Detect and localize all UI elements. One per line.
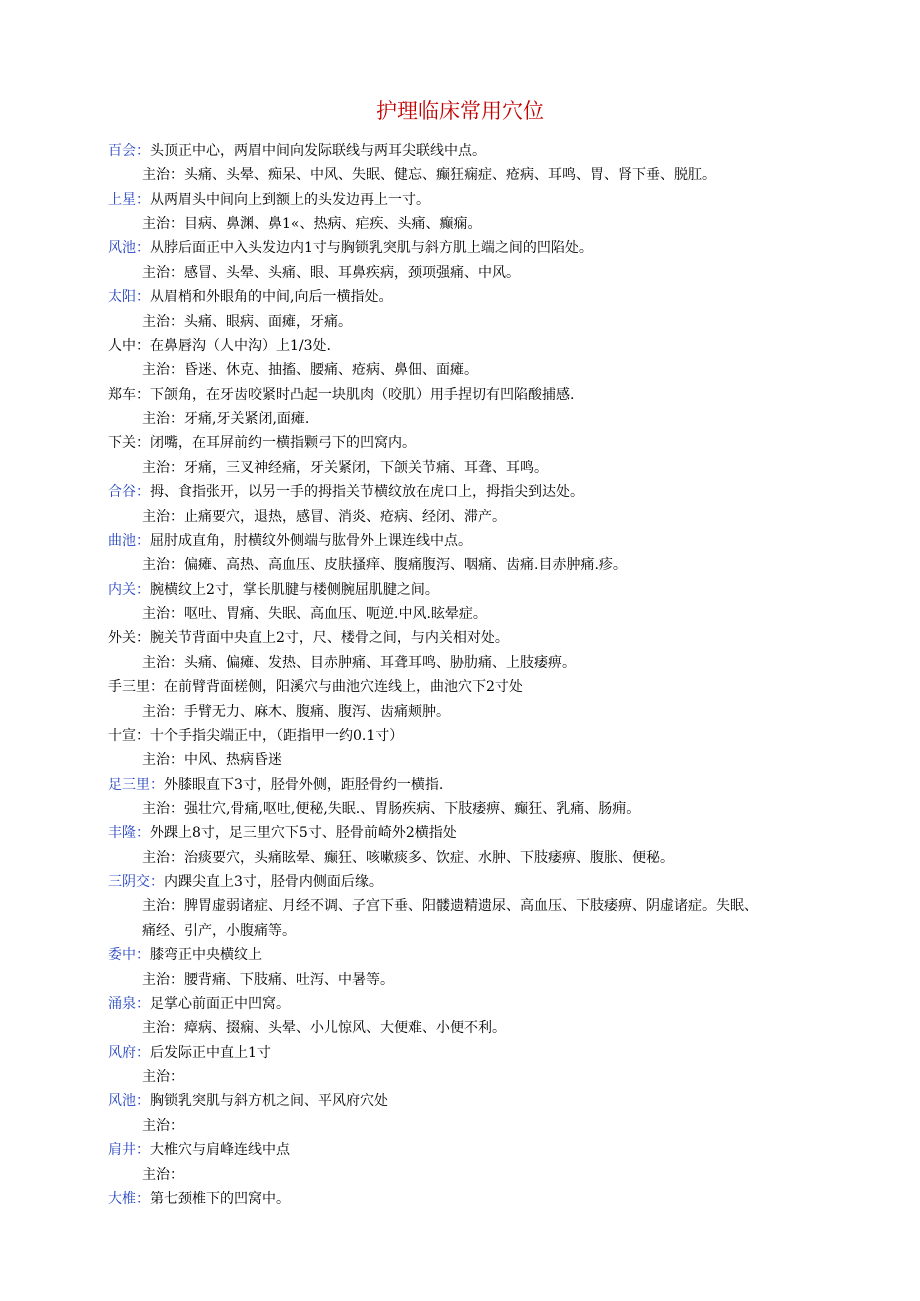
acupoint-location-line [108,945,262,965]
acupoint-location: 后发际正中直上1寸 [150,1045,271,1061]
indication-text: 强壮穴,骨痛,呕吐,便秘,失眠.、胃肠疾病、下肢痿痹、癫狂、乳痛、肠痈。 [184,801,641,817]
indication-line [142,970,394,990]
colon: ： [136,289,150,305]
acupoint-name: 郑车 [108,387,136,403]
indication-line [142,604,487,624]
colon: ： [136,825,150,841]
indication-line [142,360,478,380]
indication-line [142,263,520,283]
acupoint-location: 头顶正中心，两眉中间向发际联线与两耳尖联线中点。 [150,143,486,159]
acupoint-name: 曲池 [108,533,136,549]
colon: ： [136,484,150,500]
indication-text: 手臂无力、麻木、腹痛、腹泻、齿痛颊肿。 [184,704,450,720]
colon: ： [136,947,150,963]
indication-label: 主治： [142,216,184,232]
colon: ： [136,533,150,549]
indication-continuation-line [142,921,296,941]
indication-text: 腰背痛、下肢痛、吐泻、中暑等。 [184,972,394,988]
indication-line [142,214,481,234]
acupoint-name: 十宣 [108,728,136,744]
acupoint-location-line [108,775,443,795]
acupoint-name: 丰隆 [108,825,136,841]
acupoint-location-line [108,994,290,1014]
indication-label: 主治： [142,362,184,378]
indication-text: 头痛、眼病、面瘫，牙痛。 [184,314,352,330]
indication-line [142,799,640,819]
indication-text: 头痛、头晕、痴呆、中风、失眠、健忘、癫狂痫症、疮病、耳鸣、胃、肾下垂、脱肛。 [184,167,716,183]
indication-line [142,750,282,770]
colon: ： [136,582,150,598]
acupoint-location: 腕横纹上2寸，掌长肌腱与楼侧腕屈肌腱之间。 [150,582,439,598]
acupoint-name: 太阳 [108,289,136,305]
acupoint-name: 风府 [108,1045,136,1061]
acupoint-location: 屈肘成直角，肘横纹外侧端与肱骨外上课连线中点。 [150,533,472,549]
acupoint-location-line [108,677,523,697]
indication-label: 主治： [142,704,184,720]
acupoint-location: 闭嘴，在耳屏前约一横指颗弓下的凹窝内。 [150,435,416,451]
colon: ： [150,874,164,890]
acupoint-location: 在鼻唇沟（人中沟）上1/3处. [150,338,331,354]
indication-line [142,507,506,527]
colon: ： [136,240,150,256]
acupoint-name: 委中 [108,947,136,963]
indication-text: 痛经、引产，小腹痛等。 [142,923,296,939]
indication-text: 呕吐、胃痛、失眠、高血压、呃逆.中风.眩晕症。 [184,606,487,622]
colon: ： [136,728,150,744]
indication-line [142,458,548,478]
colon: ： [136,435,150,451]
acupoint-name: 人中 [108,338,136,354]
indication-line [142,1067,184,1087]
indication-label: 主治： [142,972,184,988]
acupoint-name: 三阴交 [108,874,150,890]
indication-line [142,896,758,916]
indication-line [142,1165,184,1185]
indication-line [142,1018,506,1038]
colon: ： [150,777,164,793]
acupoint-location: 内踝尖直上3寸，胫骨内侧面后缘。 [164,874,383,890]
indication-text: 昏迷、休克、抽搐、腰痛、疮病、鼻佃、面瘫。 [184,362,478,378]
indication-text: 头痛、偏瘫、发热、目赤肿痛、耳聋耳鸣、胁肋痛、上肢痿痹。 [184,655,576,671]
indication-text: 治痰要穴，头痛眩晕、癫狂、咳嗽痰多、饮症、水肿、下肢痿痹、腹胀、便秘。 [184,850,674,866]
acupoint-location-line [108,531,472,551]
colon: ： [136,1142,150,1158]
acupoint-name: 上星 [108,192,136,208]
colon: ： [136,192,150,208]
acupoint-location-line [108,872,383,892]
acupoint-name: 手三里 [108,679,150,695]
acupoint-location-line [108,580,439,600]
indication-label: 主治： [142,167,184,183]
acupoint-location: 十个手指尖端正中，（距指甲一约0.1寸） [150,728,404,744]
indication-label: 主治： [142,1167,184,1183]
indication-label: 主治： [142,655,184,671]
indication-label: 主治： [142,898,184,914]
indication-text: 牙痛，三叉神经痛，牙关紧闭，下颌关节痛、耳聋、耳鸣。 [184,460,548,476]
acupoint-location: 从两眉头中间向上到额上的头发边再上一寸。 [150,192,430,208]
indication-text: 止痛要穴，退热，感冒、消炎、疮病、经闭、滞产。 [184,509,506,525]
indication-text: 中风、热病昏迷 [184,752,282,768]
acupoint-name: 内关 [108,582,136,598]
indication-label: 主治： [142,557,184,573]
acupoint-location-line [108,433,416,453]
indication-label: 主治： [142,850,184,866]
acupoint-location-line [108,823,457,843]
acupoint-location: 大椎穴与肩峰连线中点 [150,1142,290,1158]
colon: ： [150,679,164,695]
indication-text: 瘴病、掇痫、头晕、小儿惊风、大便难、小便不利。 [184,1020,506,1036]
acupoint-name: 风池 [108,1093,136,1109]
acupoint-location: 足掌心前面正中凹窝。 [150,996,290,1012]
indication-label: 主治： [142,606,184,622]
acupoint-location: 第七颈椎下的凹窝中。 [150,1191,290,1207]
acupoint-name: 大椎 [108,1191,136,1207]
acupoint-name: 合谷 [108,484,136,500]
acupoint-location-line [108,726,403,746]
indication-line [142,653,576,673]
indication-line [142,848,674,868]
acupoint-name: 足三里 [108,777,150,793]
acupoint-location: 下颌角，在牙齿咬紧时凸起一块肌肉（咬肌）用手捏切有凹陷酸捕感. [150,387,575,403]
acupoint-location-line [108,628,509,648]
acupoint-location-line [108,141,486,161]
acupoint-location: 拇、食指张开，以另一手的拇指关节横纹放在虎口上，拇指尖到达处。 [150,484,584,500]
colon: ： [136,1191,150,1207]
acupoint-location: 外踝上8寸，足三里穴下5寸、胫骨前崎外2横指处 [150,825,457,841]
acupoint-location-line [108,385,574,405]
indication-label: 主治： [142,314,184,330]
indication-label: 主治： [142,460,184,476]
indication-line [142,555,627,575]
indication-label: 主治： [142,509,184,525]
acupoint-location-line [108,482,584,502]
acupoint-location: 在前臂背面槎侧，阳溪穴与曲池穴连线上，曲池穴下2寸处 [164,679,523,695]
acupoint-location: 从眉梢和外眼角的中间,向后一横指处。 [150,289,393,305]
colon: ： [136,1093,150,1109]
acupoint-location: 从脖后面正中入头发边内1寸与胸锁乳突肌与斜方肌上端之间的凹陷处。 [150,240,593,256]
indication-line [142,409,309,429]
acupoint-name: 风池 [108,240,136,256]
indication-label: 主治： [142,801,184,817]
acupoint-name: 百会 [108,143,136,159]
indication-label: 主治： [142,1118,184,1134]
colon: ： [136,1045,150,1061]
indication-label: 主治： [142,411,184,427]
acupoint-location: 胸锁乳突肌与斜方机之间、平风府穴处 [150,1093,388,1109]
acupoint-location-line [108,1140,290,1160]
indication-label: 主治： [142,1020,184,1036]
indication-line [142,165,716,185]
acupoint-location-line [108,190,430,210]
acupoint-location: 腕关节背面中央直上2寸，尺、楼骨之间，与内关相对处。 [150,630,509,646]
indication-line [142,1116,184,1136]
page-title: 护理临床常用穴位 [376,99,544,123]
colon: ： [136,338,150,354]
indication-text: 脾胃虚弱诸症、月经不调、子宫下垂、阳髅遗精遗尿、高血压、下肢痿痹、阴虚诸症。失眠、 [184,898,758,914]
indication-label: 主治： [142,1069,184,1085]
acupoint-name: 涌泉 [108,996,136,1012]
acupoint-name: 外关 [108,630,136,646]
indication-text: 目病、鼻渊、鼻1«、热病、疟疾、头痛、癫痫。 [184,216,482,232]
indication-text: 感冒、头晕、头痛、眼、耳鼻疾病，颈项强痛、中风。 [184,265,520,281]
acupoint-location-line [108,336,331,356]
indication-line [142,702,450,722]
indication-line [142,312,352,332]
acupoint-location-line [108,1043,271,1063]
indication-label: 主治： [142,265,184,281]
acupoint-location-line [108,1189,290,1209]
indication-text: 偏瘫、高热、高血压、皮肤搔痒、腹痛腹泻、咽痛、齿痛.目赤肿痛.疹。 [184,557,627,573]
acupoint-location-line [108,238,593,258]
acupoint-location-line [108,287,392,307]
colon: ： [136,387,150,403]
indication-label: 主治： [142,752,184,768]
acupoint-name: 下关 [108,435,136,451]
acupoint-location-line [108,1091,388,1111]
acupoint-location: 外膝眼直下3寸，胫骨外侧，距胫骨约一横指. [164,777,444,793]
colon: ： [136,996,150,1012]
acupoint-name: 肩井 [108,1142,136,1158]
indication-text: 牙痛,牙关紧闭,面瘫. [184,411,310,427]
colon: ： [136,630,150,646]
colon: ： [136,143,150,159]
acupoint-location: 膝弯正中央横纹上 [150,947,262,963]
